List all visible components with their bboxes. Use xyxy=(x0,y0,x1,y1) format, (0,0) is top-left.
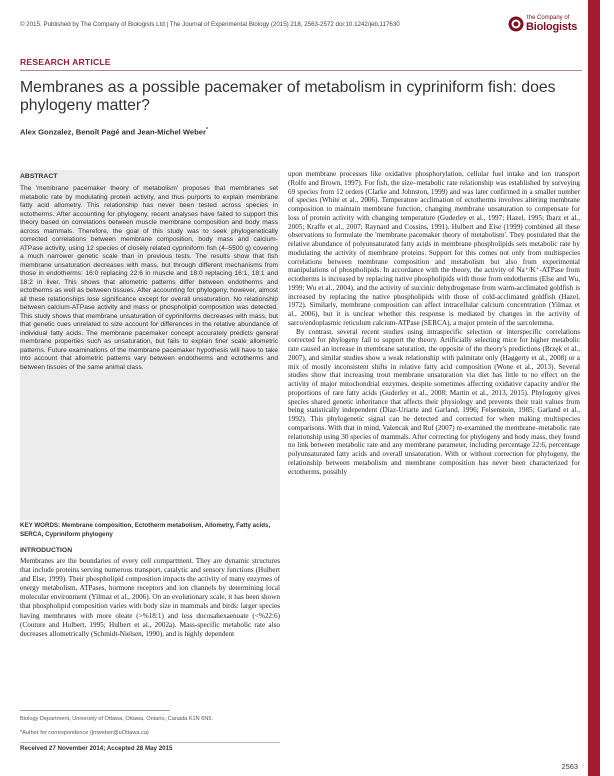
page-number: 2563 xyxy=(561,762,578,771)
abstract-heading: ABSTRACT xyxy=(20,173,58,180)
journal-sidebar xyxy=(588,0,613,776)
journal-sidebar-text: The Journal of Experimental Biology xyxy=(602,549,613,700)
right-column-paragraph-2: By contrast, several recent studies using intraspecific selection or interspecific correlations corrected for phylogeny fail to support the theory. Artificially selecting mice for higher metabolic rate caused an increase in membrane saturation, the opposite of the theory's predictions (Brzęk et al., 2007), and similar studies show a weak relationship with palmitate only (Haggerty et al., 2008) or a mix of mostly inconsistent shifts in relative fatty acid composition (Wone et al., 2013). Several studies show that increasing trout membrane unsaturation via diet has little to no effect on the activity of major mitochondrial enzymes, despite sometimes affecting oxidative capacity and/or the proportions of rare fatty acids (Guderley et al., 2008; Martin et al., 2013, 2015). Phylogeny gives species shared genetic inheritance that affects their physiology and prevents their trait values from being statistically independent (Díaz-Uriarte and Garland, 1996; Felsenstein, 1985; Garland et al., 1992). This phylogenetic signal can be detected and corrected for when making multispecies comparisons. With that in mind, Valencak and Ruf (2007) re-examined the membrane–metabolic rate relationship using 30 species of mammals. After correcting for phylogeny and body mass, they found no link between metabolic rate and any membrane parameter, including percentage 22:6, percentage polyunsaturated fatty acids and overall unsaturation. With or without correction for phylogeny, the relationship between metabolism and membrane composition has never been characterized for ectotherms, possibly xyxy=(288,327,580,476)
keywords xyxy=(20,522,278,539)
publisher-logo-icon xyxy=(508,16,524,32)
article-title: Membranes as a possible pacemaker of metabolism in cypriniform fish: does phylogeny matter? xyxy=(20,79,556,114)
right-column-paragraph-1: upon membrane processes like oxidative phosphorylation, cellular fuel intake and ion transport (Rolfe and Brown, 1997). For fish, the size–metabolic rate relationship was established by surveying 69 species from 12 orders (Clarke and Johnston, 1999) and was later confirmed in a smaller number of species (White et al., 2006). Temperature acclimation of ectotherms involves altering membrane composition to maintain membrane function, changing membrane unsaturation to compensate for loss of protein activity with changing temperature (Guderley et al., 1997; Hazel, 1995; Ibarz et al., 2005; Kraffe et al., 2007; Raynard and Cossins, 1991). Hulbert and Else (1999) combined all these observations to formulate the 'membrane pacemaker theory of metabolism'. They postulated that the relative abundance of polyunsaturated fatty acids in membrane phospholipids sets metabolic rate by modulating the activity of membrane proteins. Support for this comes not only from multispecies correlations between membrane composition and metabolism but also from experimental manipulations of phospholipids. In accordance with the theory, the activity of Na⁺/K⁺-ATPase from ectotherms is increased by replacing native phospholipids with those from endotherms (Else and Wu, 1999; Wu et al., 2004), and the activity of succinic dehydrogenase from warm-acclimated goldfish is increased by replacing the native phospholipids with those of cold-acclimated goldfish (Hazel, 1972). Similarly, membrane composition can affect intracellular calcium concentration (Yilmaz et al., 2006), but it is unclear whether this response is mediated by changes in the activity of sarco/endoplasmic reticulum calcium-ATPase (SERCA), a major protein of the sarcolemma. xyxy=(288,170,580,327)
correspondence-footnote: *Author for correspondence (jmweber@uOttawa.ca) xyxy=(20,730,149,736)
journal-citation-line: © 2015. Published by The Company of Biologists Ltd | The Journal of Experimental Biology (2015) 218, 2563-2572 doi:10.1242/jeb.117630 xyxy=(20,21,400,28)
header-divider xyxy=(20,70,582,71)
abstract-text: The 'membrane pacemaker theory of metabolism' proposes that membranes set metabolic rate by modulating protein activity, and thus purports to explain membrane fatty acid allometry. This relationship has never been tested across species in ectotherms. After accounting for phylogeny, recent analyses have failed to support this theory based on correlations between muscle membrane composition and body mass across mammals. Therefore, the goal of this study was to seek phylogenetically corrected correlations between membrane composition, body mass and calcium-ATPase activity, using 12 species of closely related cypriniform fish (4–5500 g) covering a much narrower genetic scale than in previous tests. The results show that fish membrane unsaturation decreases with mass, but through different mechanisms from those in endotherms: 16:0 replacing 22:6 in muscle and 18:0 replacing 16:1, 18:1 and 18:2 in liver. This shows that allometric patterns differ between endotherms and ectotherms as well as between tissues. After accounting for phylogeny, however, almost all these relationships lose significance except for overall unsaturation. No relationship between calcium-ATPase activity and mass or phospholipid composition was detected. This study shows that membrane unsaturation of cypriniforms decreases with mass, but that genetic cues unrelated to size account for differences in the relative abundance of individual fatty acids. The membrane pacemaker concept accurately predicts general membrane properties such as unsaturation, but fails to explain finer scale allometric patterns. Future examinations of the membrane pacemaker hypothesis will have to take into account that allometric patterns vary between endotherms and ectotherms and between tissues of the same animal class. xyxy=(20,185,278,371)
publisher-logo xyxy=(508,13,578,37)
author-list xyxy=(20,127,208,137)
right-column xyxy=(288,170,580,476)
received-divider xyxy=(20,742,280,743)
footnote-divider xyxy=(20,710,170,711)
introduction-heading: INTRODUCTION xyxy=(20,547,73,554)
received-dates: Received 27 November 2014; Accepted 28 May 2015 xyxy=(20,745,173,752)
author-names: Alex Gonzalez, Benoît Pagé and Jean-Michel Weber xyxy=(20,127,206,137)
corresponding-author-mark: * xyxy=(205,127,208,133)
introduction-text: Membranes are the boundaries of every cell compartment. They are dynamic structures that include proteins serving numerous transport, catalytic and sensory functions (Hulbert and Else, 1999). Their phospholipid composition impacts the activity of many enzymes of energy metabolism, ATPases, hormone receptors and ion channels by determining local molecular environment (Yilmaz et al., 2006). On an evolutionary scale, it has been shown that phospholipid composition varies with body size in mammals and birds: larger species having membranes with more oleate (>%18:1) and less docosahexaenoate (<%22:6) (Couture and Hulbert, 1995; Hulbert et al., 2002a). Mass-specific metabolic rate also decreases allometrically (Schmidt-Nielsen, 1990), and is highly dependent xyxy=(20,557,280,638)
publisher-logo-line2: Biologists xyxy=(526,21,578,33)
publisher-logo-line1: the Company of xyxy=(527,15,570,21)
keywords-label: KEY WORDS: xyxy=(20,522,61,529)
affiliation-footnote: Biology Department, University of Ottawa, Ottawa, Ontario, Canada K1N 6N5. xyxy=(20,716,214,722)
keywords-text: Membrane composition, Ectotherm metabolism, Allometry, Fatty acids, SERCA, Cypriniform phylogeny xyxy=(20,522,271,538)
article-type-label: RESEARCH ARTICLE xyxy=(20,57,111,67)
